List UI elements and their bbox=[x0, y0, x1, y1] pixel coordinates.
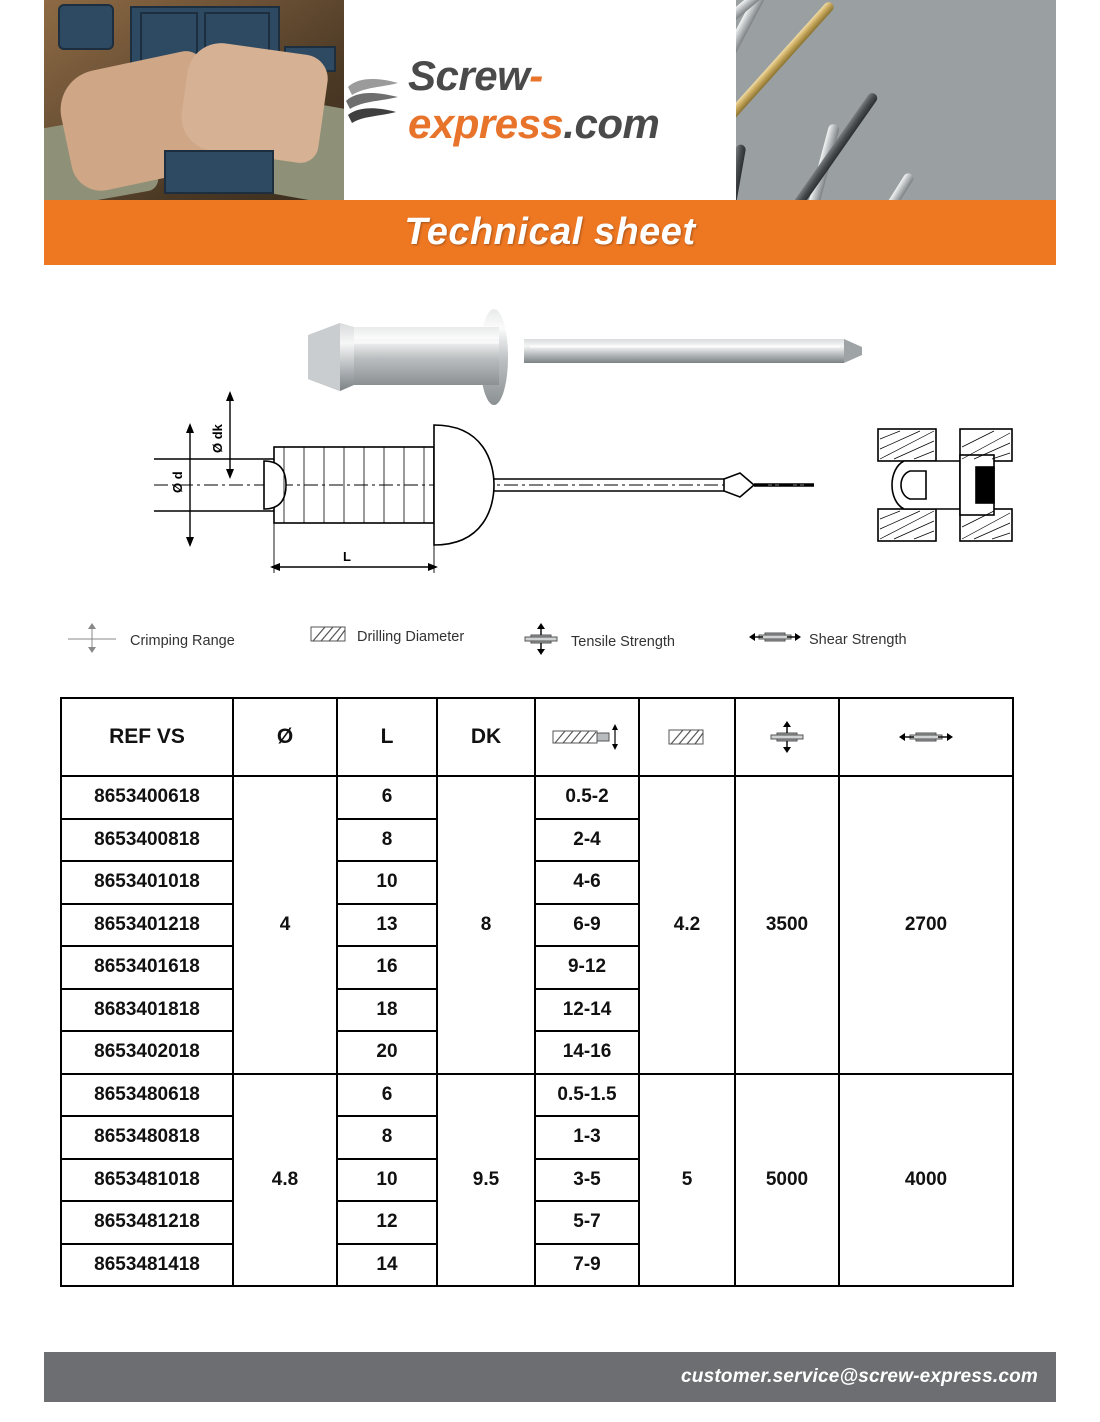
cell-diameter: 4.8 bbox=[233, 1074, 337, 1287]
diagram-area bbox=[44, 275, 1056, 665]
cell-ref: 8653400618 bbox=[61, 776, 233, 819]
cell-crimping: 5-7 bbox=[535, 1201, 639, 1244]
cell-crimping: 12-14 bbox=[535, 989, 639, 1032]
cell-ref: 8653401018 bbox=[61, 861, 233, 904]
cell-crimping: 1-3 bbox=[535, 1116, 639, 1159]
cell-diameter: 4 bbox=[233, 776, 337, 1074]
cell-length: 18 bbox=[337, 989, 437, 1032]
table-row[interactable] bbox=[61, 776, 1013, 819]
tensile-strength-icon bbox=[736, 720, 838, 754]
column-header-length: L bbox=[337, 698, 437, 776]
cell-ref: 8653402018 bbox=[61, 1031, 233, 1074]
cell-length: 20 bbox=[337, 1031, 437, 1074]
shear-strength-icon bbox=[840, 723, 1012, 751]
cell-crimping: 14-16 bbox=[535, 1031, 639, 1074]
page-header bbox=[44, 0, 1056, 200]
cell-ref: 8653481418 bbox=[61, 1244, 233, 1287]
crimping-range-icon bbox=[62, 623, 122, 658]
table-body bbox=[61, 776, 1013, 1286]
cell-length: 13 bbox=[337, 904, 437, 947]
blind-rivet-technical-drawing bbox=[154, 385, 834, 585]
legend-item-crimping-range bbox=[62, 623, 235, 658]
column-header-dk: DK bbox=[437, 698, 535, 776]
cell-tensile: 3500 bbox=[735, 776, 839, 1074]
cell-shear: 4000 bbox=[839, 1074, 1013, 1287]
specifications-table-wrapper bbox=[60, 697, 1012, 1287]
cell-crimping: 0.5-1.5 bbox=[535, 1074, 639, 1117]
table-row[interactable] bbox=[61, 1074, 1013, 1117]
cell-length: 6 bbox=[337, 776, 437, 819]
cell-length: 12 bbox=[337, 1201, 437, 1244]
cell-dk: 8 bbox=[437, 776, 535, 1074]
customer-service-email[interactable]: customer.service@screw-express.com bbox=[681, 1366, 1038, 1387]
cell-ref: 8653401218 bbox=[61, 904, 233, 947]
shear-strength-icon bbox=[749, 623, 801, 656]
swoosh-logo-icon bbox=[344, 73, 402, 127]
legend-item-tensile-strength bbox=[519, 623, 675, 660]
page-title: Technical sheet bbox=[404, 211, 696, 253]
drilling-diameter-icon bbox=[640, 726, 734, 748]
legend-item-shear-strength bbox=[749, 623, 907, 656]
cell-length: 10 bbox=[337, 1159, 437, 1202]
column-header-shear-strength bbox=[839, 698, 1013, 776]
column-header-ref: REF VS bbox=[61, 698, 233, 776]
logo-area bbox=[344, 0, 736, 200]
screws-photo bbox=[736, 0, 1056, 200]
drilling-diameter-icon bbox=[309, 623, 349, 650]
logo-text-part3: .com bbox=[563, 100, 660, 147]
cell-ref: 8653480618 bbox=[61, 1074, 233, 1117]
cell-drilling: 4.2 bbox=[639, 776, 735, 1074]
legend-label-shear-strength: Shear Strength bbox=[809, 631, 907, 648]
cell-shear: 2700 bbox=[839, 776, 1013, 1074]
workbench-photo bbox=[44, 0, 344, 200]
cell-ref: 8683401818 bbox=[61, 989, 233, 1032]
column-header-crimping-range bbox=[535, 698, 639, 776]
technical-sheet-banner bbox=[44, 200, 1056, 265]
cell-crimping: 4-6 bbox=[535, 861, 639, 904]
cell-crimping: 7-9 bbox=[535, 1244, 639, 1287]
column-header-tensile-strength bbox=[735, 698, 839, 776]
cell-crimping: 2-4 bbox=[535, 819, 639, 862]
cell-length: 8 bbox=[337, 1116, 437, 1159]
rivet-joint-cross-section bbox=[864, 425, 1024, 545]
table-header-row bbox=[61, 698, 1013, 776]
cell-crimping: 6-9 bbox=[535, 904, 639, 947]
cell-crimping: 0.5-2 bbox=[535, 776, 639, 819]
legend-label-crimping-range: Crimping Range bbox=[130, 632, 235, 649]
cell-drilling: 5 bbox=[639, 1074, 735, 1287]
cell-length: 8 bbox=[337, 819, 437, 862]
svg-text:Ø dk: Ø dk bbox=[210, 424, 225, 453]
cell-tensile: 5000 bbox=[735, 1074, 839, 1287]
cell-length: 16 bbox=[337, 946, 437, 989]
legend bbox=[44, 615, 1056, 665]
column-header-diameter: Ø bbox=[233, 698, 337, 776]
page-footer bbox=[44, 1352, 1056, 1402]
cell-ref: 8653400818 bbox=[61, 819, 233, 862]
column-header-drilling-diameter bbox=[639, 698, 735, 776]
cell-length: 10 bbox=[337, 861, 437, 904]
legend-label-drilling-diameter: Drilling Diameter bbox=[357, 628, 465, 645]
cell-length: 6 bbox=[337, 1074, 437, 1117]
svg-text:Ø d: Ø d bbox=[170, 471, 185, 493]
logo-text-part2: -express bbox=[408, 52, 564, 147]
cell-ref: 8653481018 bbox=[61, 1159, 233, 1202]
cell-length: 14 bbox=[337, 1244, 437, 1287]
logo-text-part1: Screw bbox=[408, 52, 530, 99]
cell-crimping: 3-5 bbox=[535, 1159, 639, 1202]
svg-text:L: L bbox=[343, 549, 351, 564]
legend-item-drilling-diameter bbox=[309, 623, 464, 650]
cell-ref: 8653480818 bbox=[61, 1116, 233, 1159]
legend-label-tensile-strength: Tensile Strength bbox=[571, 633, 675, 650]
specifications-table bbox=[60, 697, 1014, 1287]
cell-dk: 9.5 bbox=[437, 1074, 535, 1287]
crimping-range-icon bbox=[536, 722, 638, 752]
cell-ref: 8653481218 bbox=[61, 1201, 233, 1244]
brand-logo[interactable] bbox=[344, 52, 736, 148]
cell-ref: 8653401618 bbox=[61, 946, 233, 989]
cell-crimping: 9-12 bbox=[535, 946, 639, 989]
tensile-strength-icon bbox=[519, 623, 563, 660]
